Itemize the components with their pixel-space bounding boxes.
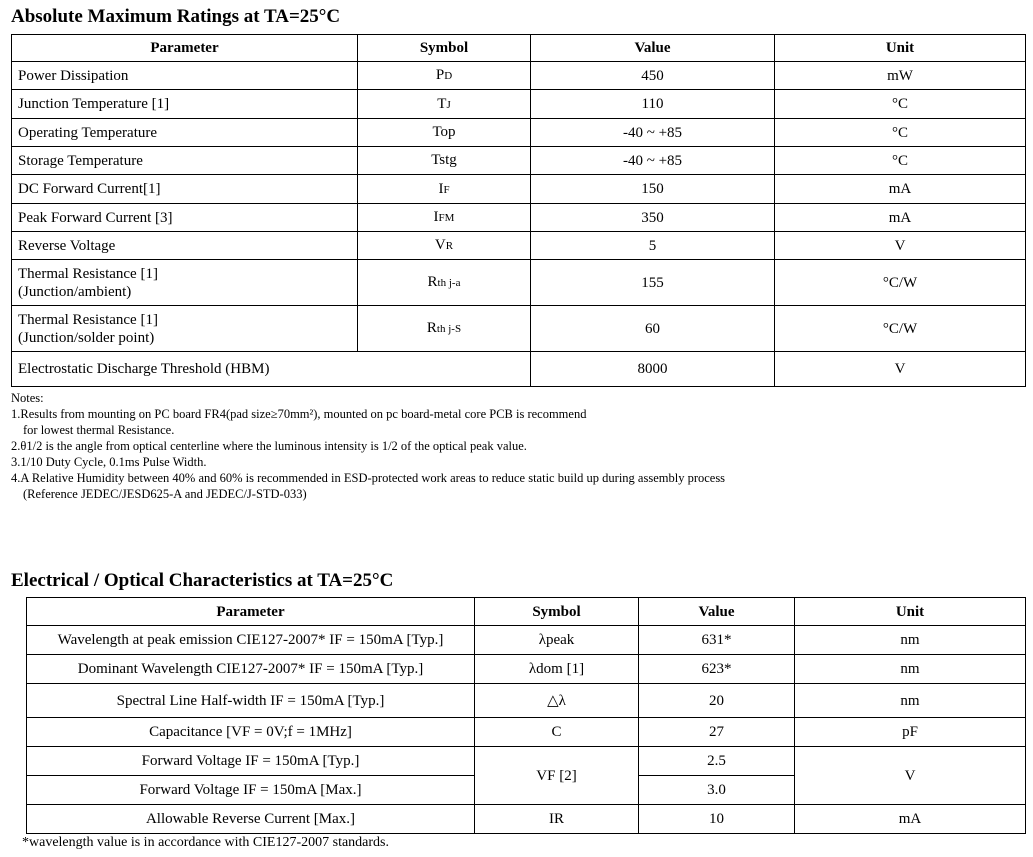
symbol-cell: Rth j-S <box>358 306 531 352</box>
symbol-cell: PD <box>358 62 531 90</box>
value-cell: 8000 <box>531 352 775 387</box>
unit-cell: mA <box>775 204 1026 232</box>
header-unit: Unit <box>775 35 1026 62</box>
value-cell: 450 <box>531 62 775 90</box>
table-row <box>12 147 1026 175</box>
header-symbol: Symbol <box>475 598 639 626</box>
value-cell: 2.5 <box>639 747 795 776</box>
value-cell: -40 ~ +85 <box>531 147 775 175</box>
unit-cell: V <box>795 747 1026 805</box>
footnote: *wavelength value is in accordance with CIE127-2007 standards. <box>22 835 390 850</box>
table-row <box>27 655 1026 684</box>
symbol-cell: λdom [1] <box>475 655 639 684</box>
table-row <box>27 747 1026 776</box>
header-unit: Unit <box>795 598 1026 626</box>
note-2: 2.θ1/2 is the angle from optical centerline where the luminous intensity is 1/2 of the optical peak value. <box>11 439 527 453</box>
table-row <box>12 119 1026 147</box>
table-row <box>12 62 1026 90</box>
header-parameter: Parameter <box>27 598 475 626</box>
unit-cell: mW <box>775 62 1026 90</box>
table-row <box>12 352 1026 387</box>
table-row <box>27 626 1026 655</box>
param-cell: Thermal Resistance [1] (Junction/solder point) <box>12 306 358 352</box>
value-cell: 631* <box>639 626 795 655</box>
param-cell: Power Dissipation <box>12 62 358 90</box>
unit-cell: nm <box>795 626 1026 655</box>
unit-cell: V <box>775 232 1026 260</box>
table-row <box>27 805 1026 834</box>
unit-cell: pF <box>795 718 1026 747</box>
header-value: Value <box>639 598 795 626</box>
param-cell: Reverse Voltage <box>12 232 358 260</box>
value-cell: 60 <box>531 306 775 352</box>
note-1-cont: for lowest thermal Resistance. <box>23 423 175 437</box>
symbol-cell: C <box>475 718 639 747</box>
symbol-cell: VF [2] <box>475 747 639 805</box>
unit-cell: °C <box>775 147 1026 175</box>
table-row <box>27 684 1026 718</box>
param-cell: Allowable Reverse Current [Max.] <box>27 805 475 834</box>
table-row <box>12 232 1026 260</box>
table-row <box>12 175 1026 204</box>
section1-title: Absolute Maximum Ratings at TA=25°C <box>11 6 341 27</box>
unit-cell: °C/W <box>775 260 1026 306</box>
symbol-cell: △λ <box>475 684 639 718</box>
table-row <box>27 718 1026 747</box>
section2-title: Electrical / Optical Characteristics at TA=25°C <box>11 570 394 591</box>
value-cell: 150 <box>531 175 775 204</box>
param-cell: Wavelength at peak emission CIE127-2007* IF = 150mA [Typ.] <box>27 626 475 655</box>
param-cell: DC Forward Current[1] <box>12 175 358 204</box>
note-4-cont: (Reference JEDEC/JESD625-A and JEDEC/J-STD-033) <box>23 487 307 501</box>
symbol-cell: TJ <box>358 90 531 119</box>
unit-cell: °C/W <box>775 306 1026 352</box>
value-cell: 623* <box>639 655 795 684</box>
param-cell: Forward Voltage IF = 150mA [Typ.] <box>27 747 475 776</box>
unit-cell: nm <box>795 655 1026 684</box>
header-symbol: Symbol <box>358 35 531 62</box>
param-cell: Thermal Resistance [1] (Junction/ambient) <box>12 260 358 306</box>
symbol-cell: Rth j-a <box>358 260 531 306</box>
symbol-cell: IF <box>358 175 531 204</box>
value-cell: 20 <box>639 684 795 718</box>
notes-block <box>11 390 725 502</box>
value-cell: 27 <box>639 718 795 747</box>
symbol-cell: λpeak <box>475 626 639 655</box>
symbol-cell: VR <box>358 232 531 260</box>
table-row <box>12 90 1026 119</box>
param-cell: Electrostatic Discharge Threshold (HBM) <box>12 352 531 387</box>
param-cell: Spectral Line Half-width IF = 150mA [Typ.] <box>27 684 475 718</box>
value-cell: 10 <box>639 805 795 834</box>
unit-cell: mA <box>795 805 1026 834</box>
symbol-cell: Tstg <box>358 147 531 175</box>
absolute-max-ratings-table <box>11 34 1026 387</box>
param-cell: Capacitance [VF = 0V;f = 1MHz] <box>27 718 475 747</box>
unit-cell: °C <box>775 119 1026 147</box>
unit-cell: nm <box>795 684 1026 718</box>
note-1: 1.Results from mounting on PC board FR4(pad size≥70mm²), mounted on pc board-metal core PCB is recommend <box>11 407 587 421</box>
note-4: 4.A Relative Humidity between 40% and 60% is recommended in ESD-protected work areas to reduce static build up during assembly process <box>11 471 726 485</box>
table-row <box>12 260 1026 306</box>
table-row <box>12 306 1026 352</box>
value-cell: 5 <box>531 232 775 260</box>
value-cell: 110 <box>531 90 775 119</box>
electrical-optical-table <box>26 597 1026 834</box>
param-cell: Junction Temperature [1] <box>12 90 358 119</box>
unit-cell: mA <box>775 175 1026 204</box>
param-cell: Peak Forward Current [3] <box>12 204 358 232</box>
value-cell: 155 <box>531 260 775 306</box>
value-cell: 3.0 <box>639 776 795 805</box>
symbol-cell: IR <box>475 805 639 834</box>
symbol-cell: IFM <box>358 204 531 232</box>
unit-cell: °C <box>775 90 1026 119</box>
param-cell: Dominant Wavelength CIE127-2007* IF = 150mA [Typ.] <box>27 655 475 684</box>
table-row <box>12 204 1026 232</box>
param-cell: Forward Voltage IF = 150mA [Max.] <box>27 776 475 805</box>
notes-heading: Notes: <box>11 391 44 405</box>
symbol-cell: Top <box>358 119 531 147</box>
value-cell: 350 <box>531 204 775 232</box>
note-3: 3.1/10 Duty Cycle, 0.1ms Pulse Width. <box>11 455 207 469</box>
unit-cell: V <box>775 352 1026 387</box>
param-cell: Operating Temperature <box>12 119 358 147</box>
header-parameter: Parameter <box>12 35 358 62</box>
param-cell: Storage Temperature <box>12 147 358 175</box>
value-cell: -40 ~ +85 <box>531 119 775 147</box>
header-value: Value <box>531 35 775 62</box>
